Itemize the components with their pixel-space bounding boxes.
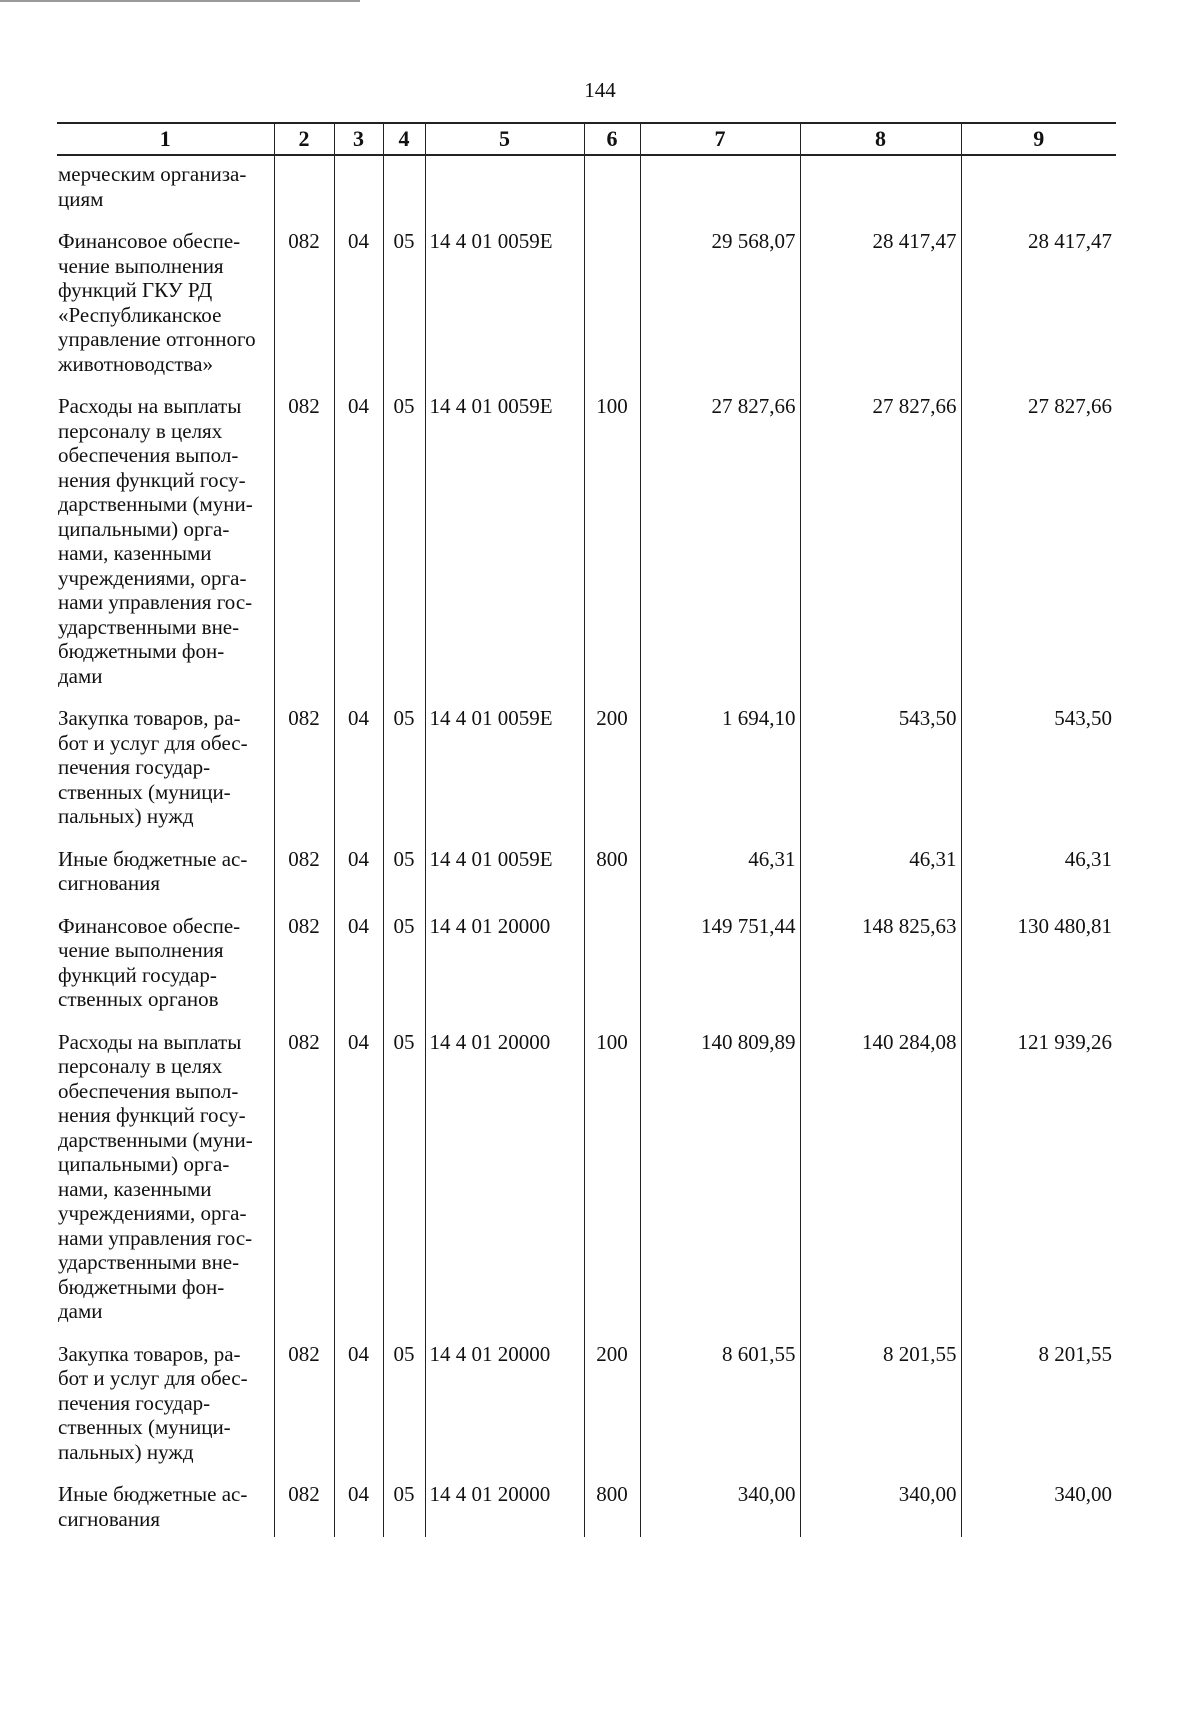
budget-table	[57, 122, 1116, 1537]
subsection-code-cell: 05	[383, 1342, 425, 1483]
column-header: 2	[274, 123, 334, 155]
ministry-code-cell: 082	[274, 914, 334, 1030]
amount-cell-col9: 28 417,47	[961, 229, 1116, 394]
subsection-code-cell: 05	[383, 706, 425, 847]
column-header: 4	[383, 123, 425, 155]
item-name-cell: Закупка товаров, ра- бот и услуг для обес- печения государ- ственных (муници- пальных) нужд	[57, 1342, 274, 1483]
amount-cell-col7: 340,00	[640, 1482, 800, 1537]
page-number: 144	[584, 78, 616, 102]
subsection-code-cell: 05	[383, 229, 425, 394]
expense-type-cell: 100	[584, 394, 640, 706]
section-code-cell: 04	[334, 229, 383, 394]
expense-type-cell	[584, 155, 640, 229]
table-body	[57, 155, 1116, 1537]
amount-cell-col8: 543,50	[800, 706, 961, 847]
table-row	[57, 706, 1116, 847]
target-article-cell: 14 4 01 0059Е	[425, 229, 584, 394]
amount-cell-col9: 130 480,81	[961, 914, 1116, 1030]
section-code-cell: 04	[334, 1030, 383, 1342]
amount-cell-col8: 46,31	[800, 847, 961, 914]
table-header-row	[57, 123, 1116, 155]
amount-cell-col7: 29 568,07	[640, 229, 800, 394]
target-article-cell: 14 4 01 20000	[425, 1482, 584, 1537]
section-code-cell: 04	[334, 394, 383, 706]
amount-cell-col9	[961, 155, 1116, 229]
item-name-cell: Иные бюджетные ас- сигнования	[57, 847, 274, 914]
amount-cell-col8: 340,00	[800, 1482, 961, 1537]
target-article-cell: 14 4 01 20000	[425, 1030, 584, 1342]
table-row	[57, 1342, 1116, 1483]
column-header: 5	[425, 123, 584, 155]
ministry-code-cell: 082	[274, 706, 334, 847]
ministry-code-cell: 082	[274, 394, 334, 706]
section-code-cell: 04	[334, 847, 383, 914]
subsection-code-cell: 05	[383, 847, 425, 914]
item-name-cell: Иные бюджетные ас- сигнования	[57, 1482, 274, 1537]
item-name-cell: Расходы на выплаты персоналу в целях обеспечения выпол- нения функций госу- дарственными (муни- ципальными) орга- нами, казенными учреждениями, орга- нами управления гос- ударственными вне- бюджетными фон- дами	[57, 1030, 274, 1342]
section-code-cell: 04	[334, 1342, 383, 1483]
table-row	[57, 914, 1116, 1030]
item-name-cell: Финансовое обеспе- чение выполнения функций ГКУ РД «Республиканское управление отгонного животноводства»	[57, 229, 274, 394]
subsection-code-cell: 05	[383, 914, 425, 1030]
amount-cell-col7: 27 827,66	[640, 394, 800, 706]
target-article-cell: 14 4 01 0059Е	[425, 394, 584, 706]
subsection-code-cell	[383, 155, 425, 229]
item-name-cell: Закупка товаров, ра- бот и услуг для обес- печения государ- ственных (муници- пальных) нужд	[57, 706, 274, 847]
section-code-cell: 04	[334, 706, 383, 847]
subsection-code-cell: 05	[383, 1482, 425, 1537]
section-code-cell: 04	[334, 914, 383, 1030]
target-article-cell: 14 4 01 20000	[425, 914, 584, 1030]
column-header: 8	[800, 123, 961, 155]
column-header: 7	[640, 123, 800, 155]
amount-cell-col7: 46,31	[640, 847, 800, 914]
table-row	[57, 394, 1116, 706]
amount-cell-col8: 28 417,47	[800, 229, 961, 394]
expense-type-cell: 200	[584, 706, 640, 847]
target-article-cell: 14 4 01 20000	[425, 1342, 584, 1483]
scan-edge-line	[0, 0, 360, 2]
table-row	[57, 847, 1116, 914]
ministry-code-cell: 082	[274, 1482, 334, 1537]
amount-cell-col9: 543,50	[961, 706, 1116, 847]
amount-cell-col7: 8 601,55	[640, 1342, 800, 1483]
amount-cell-col8: 148 825,63	[800, 914, 961, 1030]
amount-cell-col7: 149 751,44	[640, 914, 800, 1030]
section-code-cell	[334, 155, 383, 229]
table-row	[57, 1482, 1116, 1537]
column-header: 6	[584, 123, 640, 155]
target-article-cell: 14 4 01 0059Е	[425, 847, 584, 914]
amount-cell-col9: 46,31	[961, 847, 1116, 914]
amount-cell-col7: 1 694,10	[640, 706, 800, 847]
expense-type-cell: 100	[584, 1030, 640, 1342]
target-article-cell	[425, 155, 584, 229]
item-name-cell: мерческим организа- циям	[57, 155, 274, 229]
expense-type-cell	[584, 229, 640, 394]
amount-cell-col9: 340,00	[961, 1482, 1116, 1537]
item-name-cell: Финансовое обеспе- чение выполнения функций государ- ственных органов	[57, 914, 274, 1030]
expense-type-cell: 800	[584, 847, 640, 914]
amount-cell-col8	[800, 155, 961, 229]
item-name-cell: Расходы на выплаты персоналу в целях обеспечения выпол- нения функций госу- дарственными (муни- ципальными) орга- нами, казенными учреждениями, орга- нами управления гос- ударственными вне- бюджетными фон- дами	[57, 394, 274, 706]
table-row	[57, 1030, 1116, 1342]
amount-cell-col8: 140 284,08	[800, 1030, 961, 1342]
expense-type-cell: 800	[584, 1482, 640, 1537]
amount-cell-col8: 27 827,66	[800, 394, 961, 706]
column-header: 1	[57, 123, 274, 155]
section-code-cell: 04	[334, 1482, 383, 1537]
ministry-code-cell: 082	[274, 1342, 334, 1483]
amount-cell-col9: 8 201,55	[961, 1342, 1116, 1483]
table-row	[57, 229, 1116, 394]
amount-cell-col8: 8 201,55	[800, 1342, 961, 1483]
amount-cell-col7: 140 809,89	[640, 1030, 800, 1342]
ministry-code-cell: 082	[274, 847, 334, 914]
expense-type-cell	[584, 914, 640, 1030]
expense-type-cell: 200	[584, 1342, 640, 1483]
subsection-code-cell: 05	[383, 394, 425, 706]
ministry-code-cell	[274, 155, 334, 229]
table-row	[57, 155, 1116, 229]
target-article-cell: 14 4 01 0059Е	[425, 706, 584, 847]
subsection-code-cell: 05	[383, 1030, 425, 1342]
amount-cell-col7	[640, 155, 800, 229]
amount-cell-col9: 121 939,26	[961, 1030, 1116, 1342]
column-header: 3	[334, 123, 383, 155]
ministry-code-cell: 082	[274, 229, 334, 394]
column-header: 9	[961, 123, 1116, 155]
ministry-code-cell: 082	[274, 1030, 334, 1342]
amount-cell-col9: 27 827,66	[961, 394, 1116, 706]
